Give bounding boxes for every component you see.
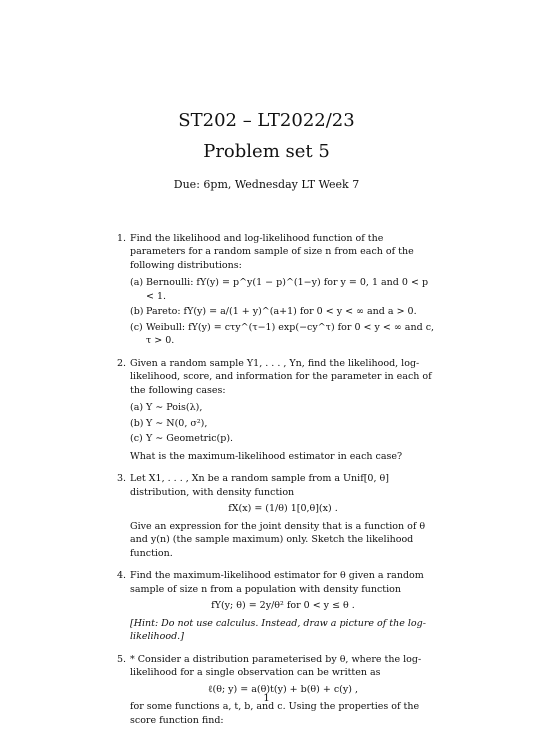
problem-3 [118, 472, 436, 560]
sub-item-label: (c) [130, 433, 143, 445]
display-equation: fX(x) = (1/θ) 1[0,θ](x) . [228, 503, 338, 515]
sub-item-label: (b) [130, 417, 144, 429]
sub-item [130, 321, 436, 348]
problem-text: * Consider a distribution parameterised by θ, where the log-likelihood for a single observation can be written as [130, 653, 422, 679]
display-equation: fY(y; θ) = 2y/θ² for 0 < y ≤ θ . [211, 600, 355, 612]
problem-1 [118, 232, 436, 348]
sub-item [130, 305, 436, 318]
problem-5 [118, 653, 436, 727]
problem-number: 1. [117, 233, 127, 244]
page-number: 1 [263, 693, 270, 704]
problem-2 [118, 357, 436, 463]
sub-items [130, 401, 436, 445]
problem-text: Given a random sample Y1, . . . , Yn, find the likelihood, log-likelihood, score, and information for the parameter in each of the following cases: [130, 357, 432, 396]
sub-item-label: (a) [130, 402, 144, 414]
hint-text: [Hint: Do not use calculus. Instead, draw a picture of the log-likelihood.] [130, 617, 426, 643]
problem-set-title: Problem set 5 [203, 141, 330, 162]
sub-item-text: Y ∼ Geometric(p). [146, 433, 234, 445]
problem-text: Find the likelihood and log-likelihood function of the parameters for a random sample of size n from each of the following distributions: [130, 233, 414, 271]
sub-item-label: (a) [130, 277, 144, 289]
problem-4 [118, 569, 436, 643]
sub-item-text: Y ∼ N(0, σ²), [146, 417, 208, 429]
problem-number: 2. [117, 357, 127, 369]
sub-item-label: (c) [130, 321, 143, 333]
problem-number: 4. [117, 570, 127, 582]
sub-item [130, 432, 436, 445]
problem-number: 5. [117, 653, 127, 665]
problem-followup: Give an expression for the joint density that is a function of θ and y(n) (the sample maximum) only. Sketch the likelihood function. [130, 520, 426, 559]
sub-item [130, 276, 436, 303]
course-title: ST202 – LT2022/23 [178, 110, 355, 131]
sub-item-label: (b) [130, 306, 144, 318]
problem-text: Find the maximum-likelihood estimator for θ given a random sample of size n from a population with density function [130, 570, 424, 595]
due-date: Due: 6pm, Wednesday LT Week 7 [173, 178, 360, 191]
sub-item-text: Y ∼ Pois(λ), [146, 402, 203, 414]
sub-item-text: Pareto: fY(y) = a/(1 + y)^(a+1) for 0 < y < ∞ and a > 0. [146, 306, 417, 318]
sub-items [130, 276, 436, 347]
sub-item-text: Bernoulli: fY(y) = p^y(1 − p)^(1−y) for y = 0, 1 and 0 < p < 1. [146, 277, 429, 302]
problem-number: 3. [117, 473, 127, 485]
problem-list [118, 232, 436, 736]
problem-text: Let X1, . . . , Xn be a random sample from a Unif[0, θ] distribution, with density function [130, 473, 389, 498]
sub-item [130, 401, 436, 414]
sub-item [130, 417, 436, 430]
sub-item-text: Weibull: fY(y) = cτy^(τ−1) exp(−cy^τ) for 0 < y < ∞ and c, τ > 0. [146, 321, 435, 347]
problem-followup: for some functions a, t, b, and c. Using the properties of the score function find: [130, 701, 420, 726]
display-equation: ℓ(θ; y) = a(θ)t(y) + b(θ) + c(y) , [207, 683, 358, 695]
problem-followup: What is the maximum-likelihood estimator in each case? [130, 450, 403, 462]
